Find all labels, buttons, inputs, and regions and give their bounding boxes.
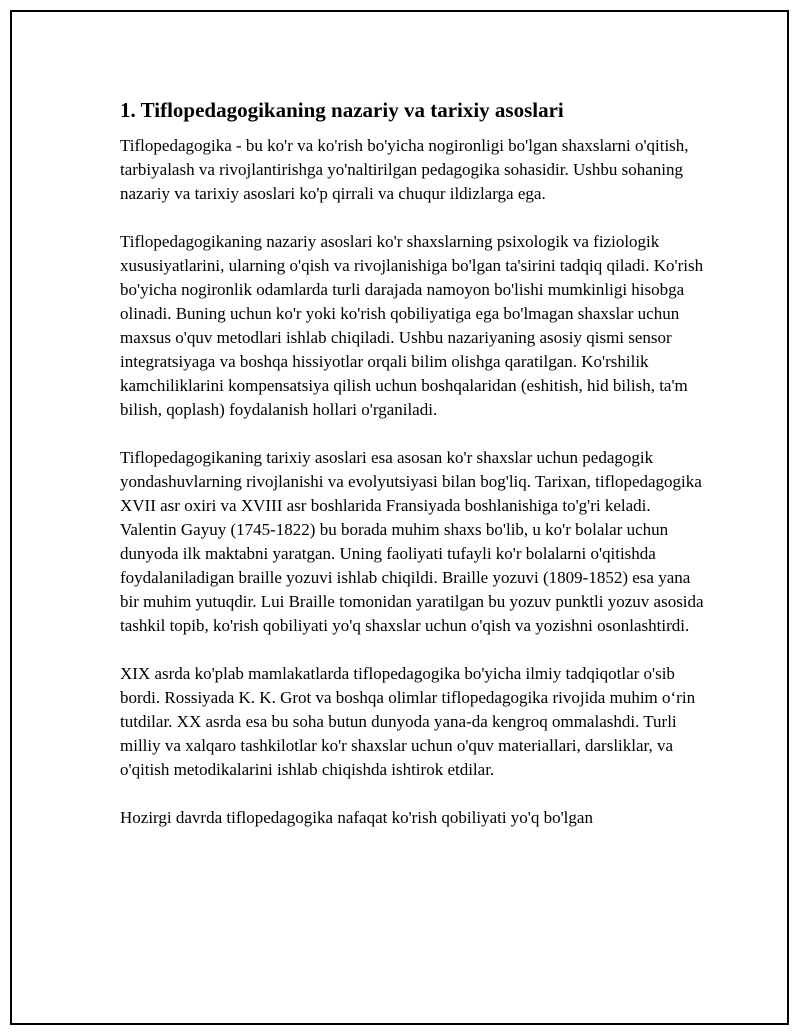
paragraph-definition: Tiflopedagogika - bu ko'r va ko'rish bo'yicha nogironligi bo'lgan shaxslarni o'qitish, tarbiyalash va rivojlantirishga yo'naltirilgan pedagogika sohasidir. Ushbu sohaning nazariy va tarixiy asoslari ko'p qirrali va chuqur ildizlarga ega. — [120, 136, 689, 203]
paragraph-theoretical-foundations: Tiflopedagogikaning nazariy asoslari ko'r shaxslarning psixologik va fiziologik xususiyatlarini, ularning o'qish va rivojlanishiga bo'lgan ta'sirini tadqiq qiladi. Ko'rish bo'yicha nogironlik odamlarda turli darajada namoyon bo'lishi mumkinligi hisobga olinadi. Buning uchun ko'r yoki ko'rish qobiliyatiga ega bo'lmagan shaxslar uchun maxsus o'quv metodlari ishlab chiqiladi. Ushbu nazariyaning asosiy qismi sensor integratsiyaga va boshqa hissiyotlar orqali bilim olishga qaratilgan. Ko'rshilik kamchiliklarini kompensatsiya qilish uchun boshqalaridan (eshitish, hid bilish, ta'm bilish, qoplash) foydalanish hollari o'rganiladi. — [120, 232, 704, 419]
document-title: 1. Tiflopedagogikaning nazariy va tarixiy asoslari — [120, 98, 564, 122]
paragraph-present-day: Hozirgi davrda tiflopedagogika nafaqat ko'rish qobiliyati yo'q bo'lgan — [120, 808, 593, 827]
paragraph-historical-foundations: Tiflopedagogikaning tarixiy asoslari esa asosan ko'r shaxslar uchun pedagogik yondashuvlarning rivojlanishi va evolyutsiyasi bilan bog'liq. Tarixan, tiflopedagogika XVII asr oxiri va XVIII asr boshlarida Fransiyada boshlanishiga to'g'ri keladi. Valentin Gayuy (1745-1822) bu borada muhim shaxs bo'lib, u ko'r bolalar uchun dunyoda ilk maktabni yaratgan. Uning faoliyati tufayli ko'r bolalarni o'qitishda foydalaniladigan braille yozuvi ishlab chiqildi. Braille yozuvi (1809-1852) esa yana bir muhim yutuqdir. Lui Braille tomonidan yaratilgan bu yozuv punktli yozuv asosida tashkil topib, ko'rish qobiliyati yo'q shaxslar uchun o'qish va yozishni osonlashtirdi. — [120, 448, 704, 635]
document-body — [120, 97, 710, 854]
paragraph-nineteenth-century: XIX asrda ko'plab mamlakatlarda tiflopedagogika bo'yicha ilmiy tadqiqotlar o'sib bordi. Rossiyada K. K. Grot va boshqa olimlar tiflopedagogika rivojida muhim o‘rin tutdilar. XX asrda esa bu soha butun dunyoda yana-da kengroq ommalashdi. Turli milliy va xalqaro tashkilotlar ko'r shaxslar uchun o'quv materiallari, darsliklar, va o'qitish metodikalarini ishlab chiqishda ishtirok etdilar. — [120, 664, 696, 779]
document-page — [10, 10, 789, 1025]
